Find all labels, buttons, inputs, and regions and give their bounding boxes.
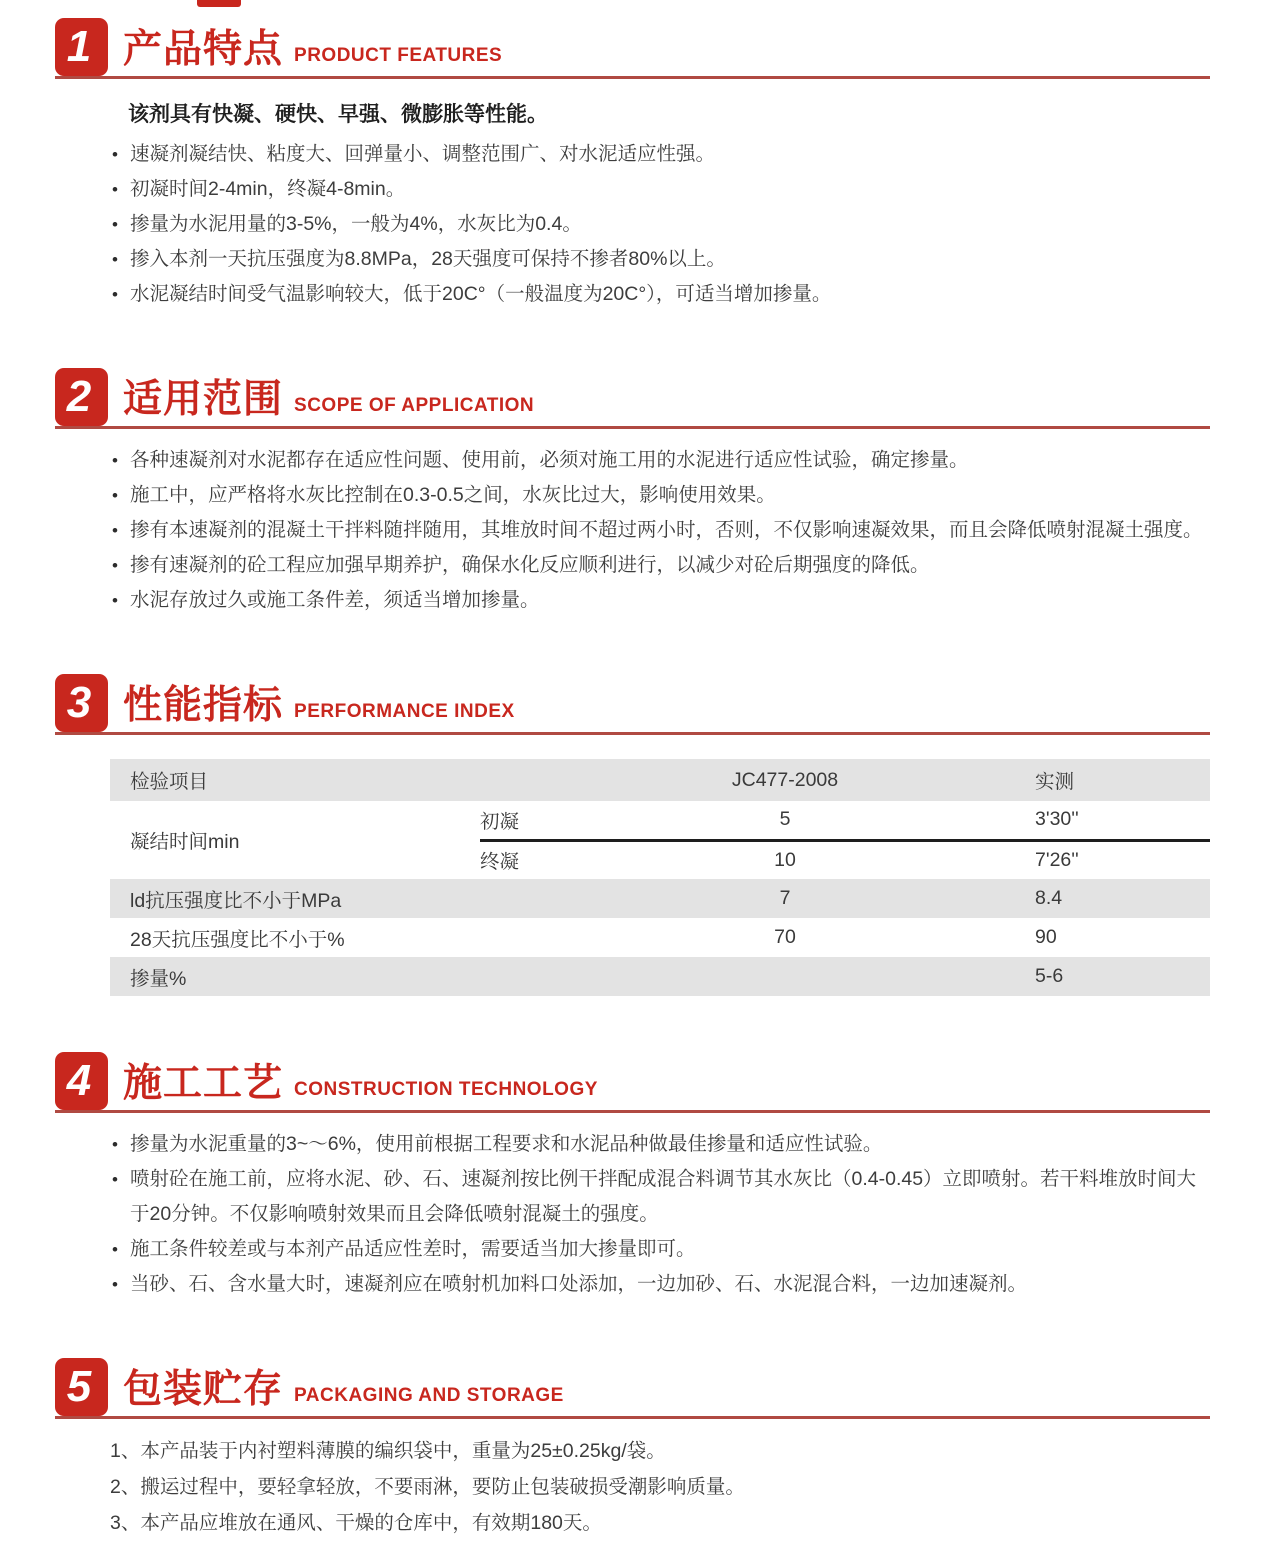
section-body (55, 429, 1210, 618)
section-body (55, 79, 1210, 312)
section-number-badge (55, 368, 108, 426)
bullet-item: • 当砂、石、含水量大时，速凝剂应在喷射机加料口处添加，一边加砂、石、水泥混合料，一边加速凝剂。 (130, 1267, 1210, 1302)
bullet-item: • 水泥凝结时间受气温影响较大，低于20C°（一般温度为20C°），可适当增加掺量。 (130, 277, 1210, 312)
row-group-label: 凝结时间min (110, 801, 480, 879)
table-cell: 90 (1035, 926, 1057, 948)
section-product-features (55, 18, 1210, 312)
section-number: 3 (66, 678, 92, 727)
bullet-item: • 初凝时间2-4min，终凝4-8min。 (130, 172, 1210, 207)
table-cell: 5-6 (920, 957, 1210, 996)
section-subtitle: PERFORMANCE INDEX (294, 701, 515, 722)
column-header: JC477-2008 (650, 759, 920, 801)
table-header-row (110, 759, 1210, 801)
table-row (110, 879, 1210, 918)
section-number: 5 (66, 1362, 92, 1411)
section-title: 适用范围 (123, 378, 284, 421)
row-label: ld抗压强度比不小于MPa (110, 879, 480, 918)
section-number: 4 (66, 1056, 92, 1105)
section-body (55, 1113, 1210, 1302)
bullet-item: • 施工中，应严格将水灰比控制在0.3-0.5之间，水灰比过大，影响使用效果。 (130, 478, 1210, 513)
bullet-item: • 掺有速凝剂的砼工程应加强早期养护，确保水化反应顺利进行，以减少对砼后期强度的降低。 (130, 548, 1210, 583)
table-row (110, 918, 1210, 957)
section-subtitle: CONSTRUCTION TECHNOLOGY (294, 1079, 598, 1100)
section-subtitle: PACKAGING AND STORAGE (294, 1385, 564, 1406)
section-number-badge (55, 1052, 108, 1110)
table-cell (480, 918, 650, 957)
bullet-item: • 速凝剂凝结快、粘度大、回弹量小、调整范围广、对水泥适应性强。 (130, 137, 1210, 172)
bullet-item: • 施工条件较差或与本剂产品适应性差时，需要适当加大掺量即可。 (130, 1232, 1210, 1267)
numbered-list (55, 1419, 1210, 1541)
table-cell: 7 (650, 879, 920, 918)
row-label: 28天抗压强度比不小于% (130, 928, 345, 951)
numbered-item: 2、搬运过程中，要轻拿轻放，不要雨淋，要防止包装破损受潮影响质量。 (110, 1476, 745, 1498)
table-cell (480, 879, 650, 918)
table-cell: 70 (774, 926, 796, 948)
page-top-crop-mark (197, 0, 241, 7)
section-header (55, 1052, 1210, 1113)
section-header (55, 1358, 1210, 1419)
table-row (110, 957, 1210, 996)
section-header (55, 368, 1210, 429)
table-cell: 8.4 (920, 879, 1210, 918)
performance-table (110, 759, 1210, 996)
section-number: 1 (66, 22, 92, 71)
section-construction-technology (55, 1052, 1210, 1302)
table-cell (480, 957, 650, 996)
table-row (110, 801, 1210, 840)
section-subtitle: SCOPE OF APPLICATION (294, 395, 535, 416)
document-page (55, 18, 1210, 1541)
bullet-item: • 各种速凝剂对水泥都存在适应性问题、使用前，必须对施工用的水泥进行适应性试验，确定掺量。 (130, 443, 1210, 478)
section-title: 性能指标 (123, 684, 284, 727)
table-cell: 3'30'' (920, 801, 1210, 840)
section-number-badge (55, 674, 108, 732)
section-intro: 该剂具有快凝、硬快、早强、微膨胀等性能。 (128, 103, 548, 126)
column-header: 实测 (920, 759, 1210, 801)
bullet-list (55, 443, 1210, 618)
bullet-item: • 掺量为水泥重量的3~～6%，使用前根据工程要求和水泥品种做最佳掺量和适应性试验。 (130, 1127, 1210, 1162)
bullet-item: • 掺有本速凝剂的混凝土干拌料随拌随用，其堆放时间不超过两小时，否则，不仅影响速凝效果，而且会降低喷射混凝土强度。 (130, 513, 1210, 548)
section-title: 施工工艺 (123, 1062, 284, 1105)
bullet-item: • 掺量为水泥用量的3-5%，一般为4%，水灰比为0.4。 (130, 207, 1210, 242)
section-title: 包装贮存 (123, 1368, 284, 1411)
column-header: 检验项目 (110, 759, 480, 801)
table-cell (650, 957, 920, 996)
section-subtitle: PRODUCT FEATURES (294, 45, 503, 66)
table-cell: 7'26'' (920, 840, 1210, 879)
table-cell: 初凝 (480, 801, 650, 840)
numbered-item: 3、本产品应堆放在通风、干燥的仓库中，有效期180天。 (110, 1512, 602, 1534)
bullet-item: • 掺入本剂一天抗压强度为8.8MPa，28天强度可保持不掺者80%以上。 (130, 242, 1210, 277)
row-label: 掺量% (110, 957, 480, 996)
column-header (480, 759, 650, 801)
section-title: 产品特点 (123, 28, 284, 71)
section-number: 2 (66, 372, 92, 421)
bullet-list (55, 1127, 1210, 1302)
table-cell: 10 (650, 840, 920, 879)
section-number-badge (55, 18, 108, 76)
bullet-item: • 喷射砼在施工前，应将水泥、砂、石、速凝剂按比例干拌配成混合料调节其水灰比（0.4-0.45）立即喷射。若干料堆放时间大于20分钟。不仅影响喷射效果而且会降低喷射混凝土的强度。 (130, 1162, 1210, 1232)
section-performance-index (55, 674, 1210, 996)
bullet-item: • 水泥存放过久或施工条件差，须适当增加掺量。 (130, 583, 1210, 618)
section-number-badge (55, 1358, 108, 1416)
section-scope-of-application (55, 368, 1210, 618)
numbered-item: 1、本产品装于内衬塑料薄膜的编织袋中，重量为25±0.25kg/袋。 (110, 1440, 666, 1462)
section-header (55, 674, 1210, 735)
bullet-list (55, 137, 1210, 312)
section-header (55, 18, 1210, 79)
table-cell: 5 (650, 801, 920, 840)
table-cell: 终凝 (480, 840, 650, 879)
